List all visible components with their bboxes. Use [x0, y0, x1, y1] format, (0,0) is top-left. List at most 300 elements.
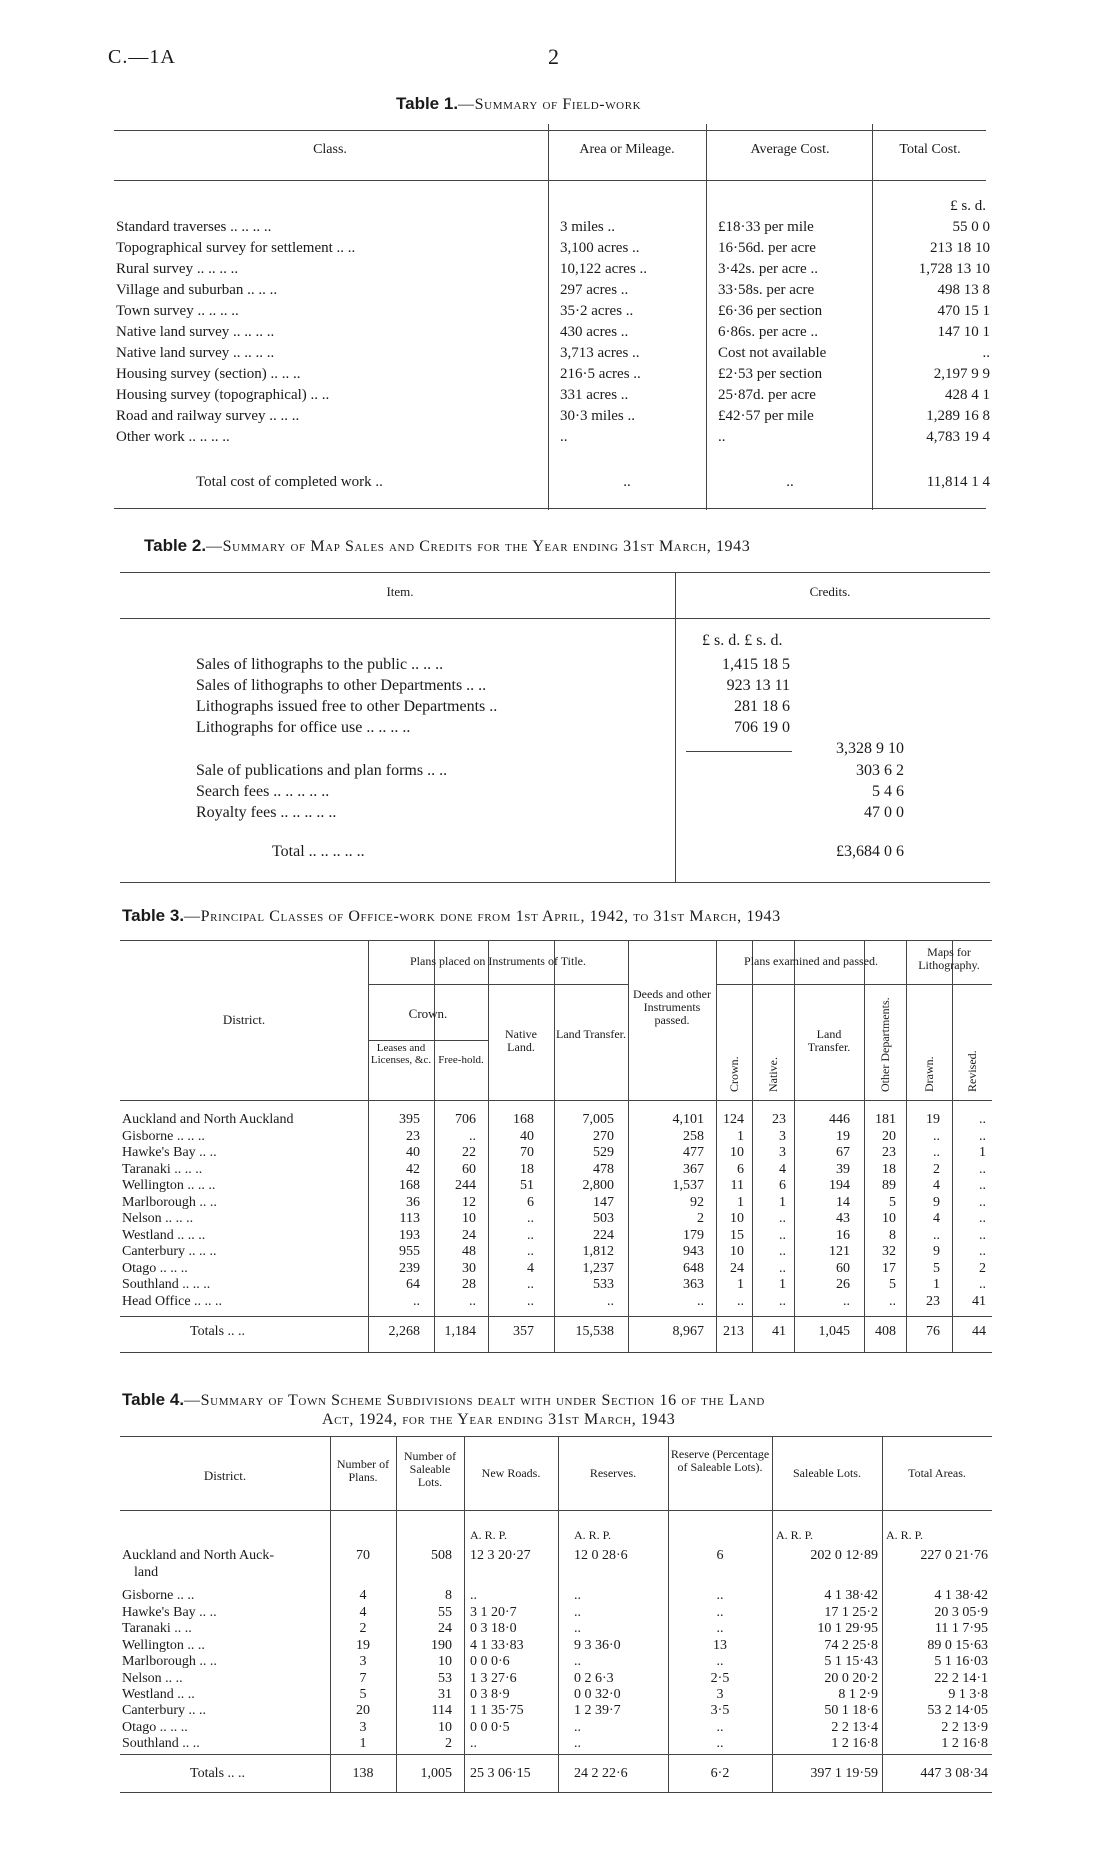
table2-row-item: Royalty fees .. .. .. .. ..: [196, 804, 337, 821]
table3-total-drawn: 76: [926, 1324, 940, 1339]
table1-row-total: 428 4 1: [945, 387, 990, 403]
table4-cell-roads: 1 3 27·6: [470, 1671, 517, 1686]
table3-cell-ex-land-transfer: 121: [829, 1244, 850, 1259]
table4-header-total-areas: Total Areas.: [908, 1466, 966, 1480]
table3-cell-deeds: 477: [683, 1145, 704, 1160]
table4-cell-lots: 8: [445, 1588, 452, 1603]
table1-row-average: 6·86s. per acre ..: [718, 324, 818, 340]
table2-total-label: Total .. .. .. .. ..: [272, 843, 365, 860]
table1-row-average: £18·33 per mile: [718, 219, 814, 235]
table4-cell-reserves: ..: [574, 1736, 581, 1751]
table4-cell-roads: 0 0 0·5: [470, 1720, 510, 1735]
table3-cell-drawn: 2: [933, 1162, 940, 1177]
table4-cell-saleable: 8 1 2·9: [838, 1687, 878, 1702]
table3-cell-ex-land-transfer: ..: [843, 1294, 850, 1309]
table1-row-area: 10,122 acres ..: [560, 261, 648, 277]
table3-number: Table 3.: [122, 906, 185, 925]
table1-caption: [396, 94, 641, 114]
table3-cell-leases: 23: [406, 1129, 420, 1144]
table3-cell-ex-native: ..: [779, 1211, 786, 1226]
table3-cell-ex-land-transfer: 19: [836, 1129, 850, 1144]
table3-cell-ex-land-transfer: 60: [836, 1261, 850, 1276]
table4-row-district: Marlborough .. ..: [122, 1654, 217, 1669]
table4-cell-total-areas: 5 1 16·03: [934, 1654, 988, 1669]
table3-cell-ex-other: 18: [882, 1162, 896, 1177]
table4-cell-lots: 2: [445, 1736, 452, 1751]
table4-totals-label: Totals .. ..: [190, 1766, 246, 1781]
table4-cell-roads: 3 1 20·7: [470, 1605, 517, 1620]
table3-cell-leases: 36: [406, 1195, 420, 1210]
table3-cell-freehold: 10: [462, 1211, 476, 1226]
table4-cell-roads: 0 3 8·9: [470, 1687, 510, 1702]
table4-cell-roads: 4 1 33·83: [470, 1638, 524, 1653]
table4-total-saleable: 397 1 19·59: [810, 1766, 878, 1781]
table2-caption: [144, 536, 750, 556]
table3-cell-freehold: 706: [455, 1112, 476, 1127]
table4-cell-total-areas: 227 0 21·76: [920, 1548, 988, 1563]
table1-row-average: 16·56d. per acre: [718, 240, 816, 256]
table3-total-native-land: 357: [513, 1324, 534, 1339]
table4-row-district: Wellington .. ..: [122, 1638, 205, 1653]
table4-cell-total-areas: 2 2 13·9: [941, 1720, 988, 1735]
column-rule: [464, 1436, 465, 1792]
table1-row-class: Village and suburban .. .. ..: [116, 282, 278, 298]
table3-cell-freehold: 244: [455, 1178, 476, 1193]
table2-header-rule: [120, 618, 990, 619]
table1-header-total: Total Cost.: [899, 142, 961, 157]
table3-header-examined-group: Plans examined and passed.: [744, 954, 878, 968]
table3-header-ex-land-transfer: Land Transfer.: [807, 1027, 851, 1054]
table3-cell-ex-native: ..: [779, 1244, 786, 1259]
table2-top-rule: [120, 572, 990, 573]
table3-cell-ex-crown: 15: [730, 1228, 744, 1243]
table1-header-area: Area or Mileage.: [579, 142, 675, 157]
table4-cell-reserve-pct: ..: [716, 1654, 724, 1669]
table4-totals-rule: [120, 1754, 992, 1755]
table3-cell-drawn: ..: [933, 1129, 940, 1144]
table4-top-rule: [120, 1436, 992, 1437]
table4-header-rule: [120, 1510, 992, 1511]
table2-row-subtotal: 5 4 6: [872, 783, 904, 800]
table4-row-district: Auckland and North Auck-: [122, 1548, 275, 1563]
table3-cell-ex-land-transfer: 14: [836, 1195, 850, 1210]
table4-cell-total-areas: 22 2 14·1: [934, 1671, 988, 1686]
table4-cell-lots: 55: [438, 1605, 452, 1620]
table3-cell-land-transfer: 2,800: [582, 1178, 614, 1193]
table3-row-district: Nelson .. .. ..: [122, 1211, 194, 1226]
table3-cell-land-transfer: 147: [593, 1195, 614, 1210]
table3-cell-ex-native: ..: [779, 1294, 786, 1309]
table3-header-rule: [120, 1100, 992, 1101]
table3-cell-drawn: 19: [926, 1112, 940, 1127]
table1-bottom-rule: [114, 508, 986, 509]
table3-cell-drawn: 9: [933, 1195, 940, 1210]
table1-header-average: Average Cost.: [750, 142, 830, 157]
table4-cell-plans: 4: [359, 1605, 367, 1620]
table3-cell-native-land: 70: [520, 1145, 534, 1160]
table4-unit-heading-reserves: A. R. P.: [574, 1528, 612, 1542]
table4-row-district: Taranaki .. ..: [122, 1621, 192, 1636]
table4-cell-reserves: 9 3 36·0: [574, 1638, 621, 1653]
table3-cell-native-land: 168: [513, 1112, 534, 1127]
table4-cell-saleable: 4 1 38·42: [824, 1588, 878, 1603]
table4-cell-reserve-pct: 13: [713, 1638, 727, 1653]
table1-row-average: £6·36 per section: [718, 303, 823, 319]
table4-cell-roads: ..: [470, 1588, 477, 1603]
table3-cell-land-transfer: 529: [593, 1145, 614, 1160]
table3-totals-label: Totals .. ..: [190, 1324, 246, 1339]
table4-cell-plans: 5: [359, 1687, 367, 1702]
table3-cell-revised: ..: [979, 1162, 986, 1177]
column-rule: [548, 124, 549, 510]
table2-row-credit: 281 18 6: [734, 698, 790, 715]
table4-cell-reserve-pct: ..: [716, 1605, 724, 1620]
table3-header-crown: Crown.: [408, 1006, 448, 1021]
table2-header-item: Item.: [386, 584, 414, 599]
table4-cell-lots: 10: [438, 1720, 452, 1735]
table3-cell-freehold: 28: [462, 1277, 476, 1292]
table3-cell-ex-crown: 1: [737, 1129, 744, 1144]
table3-cell-deeds: 179: [683, 1228, 704, 1243]
table3-totals-rule: [120, 1316, 992, 1317]
table4-cell-saleable: 2 2 13·4: [831, 1720, 878, 1735]
table4-total-areas: 447 3 08·34: [920, 1766, 988, 1781]
table3-header-revised: Revised.: [965, 1050, 979, 1092]
table4-cell-reserve-pct: 3: [716, 1687, 724, 1702]
table4-cell-saleable: 74 2 25·8: [824, 1638, 878, 1653]
table3-row-district: Auckland and North Auckland: [122, 1112, 294, 1127]
table1-row-total: 1,289 16 8: [926, 408, 990, 424]
table3-cell-ex-native: 6: [779, 1178, 786, 1193]
table3-cell-native-land: ..: [527, 1244, 534, 1259]
table4-cell-plans: 1: [359, 1736, 367, 1751]
table3-cell-native-land: 51: [520, 1178, 534, 1193]
table1-top-rule: [114, 130, 986, 131]
table3-cell-revised: 1: [979, 1145, 986, 1160]
table3-cell-ex-land-transfer: 43: [836, 1211, 850, 1226]
table4-cell-reserves: 12 0 28·6: [574, 1548, 628, 1563]
table3-cell-land-transfer: 1,812: [582, 1244, 614, 1259]
table4-row-district: Nelson .. ..: [122, 1671, 183, 1686]
table4-cell-total-areas: 20 3 05·9: [934, 1605, 988, 1620]
table3-cell-land-transfer: ..: [607, 1294, 614, 1309]
table3-row-district: Gisborne .. .. ..: [122, 1129, 205, 1144]
table3-cell-drawn: ..: [933, 1145, 940, 1160]
table1-row-total: ..: [982, 345, 990, 361]
table2-currency-heading: £ s. d. £ s. d.: [702, 632, 783, 649]
table4-total-roads: 25 3 06·15: [470, 1766, 531, 1781]
table4-cell-lots: 24: [438, 1621, 452, 1636]
table4-cell-total-areas: 9 1 3·8: [948, 1687, 988, 1702]
table3-cell-land-transfer: 270: [593, 1129, 614, 1144]
table2-row-item: Lithographs for office use .. .. .. ..: [196, 719, 411, 736]
table4-cell-roads: 12 3 20·27: [470, 1548, 531, 1563]
table1-total-value: 11,814 1 4: [926, 474, 990, 490]
table3-cell-freehold: ..: [469, 1294, 476, 1309]
table3-cell-revised: 2: [979, 1261, 986, 1276]
table3-cell-revised: ..: [979, 1178, 986, 1193]
table4-row-district: Westland .. ..: [122, 1687, 195, 1702]
table1-row-average: 3·42s. per acre ..: [718, 261, 818, 277]
table4-row-district-cont: land: [134, 1565, 159, 1580]
table3-row-district: Canterbury .. .. ..: [122, 1244, 217, 1259]
table4-row-district: Hawke's Bay .. ..: [122, 1605, 217, 1620]
table4-unit-heading-roads: A. R. P.: [470, 1528, 508, 1542]
table1-row-total: 498 13 8: [937, 282, 990, 298]
table3-cell-deeds: 4,101: [672, 1112, 704, 1127]
table4-cell-reserve-pct: ..: [716, 1588, 724, 1603]
table3-cell-ex-land-transfer: 39: [836, 1162, 850, 1177]
table3-cell-revised: ..: [979, 1129, 986, 1144]
table3-header-leases: Leases and Licenses, &c.: [370, 1042, 432, 1066]
page-number: 2: [548, 44, 559, 69]
table4-total-lots: 1,005: [420, 1766, 452, 1781]
table1-row-average: ..: [718, 429, 726, 445]
table3-cell-ex-native: ..: [779, 1261, 786, 1276]
table3-cell-ex-crown: 10: [730, 1211, 744, 1226]
table3-cell-ex-land-transfer: 67: [836, 1145, 850, 1160]
table1-row-area: 3,100 acres ..: [560, 240, 640, 256]
table3-cell-leases: 395: [399, 1112, 420, 1127]
table4-cell-saleable: 20 0 20·2: [824, 1671, 878, 1686]
table4-cell-plans: 2: [359, 1621, 367, 1636]
table4-row-district: Southland .. ..: [122, 1736, 200, 1751]
table4-cell-saleable: 10 1 29·95: [817, 1621, 878, 1636]
table1-row-total: 4,783 19 4: [926, 429, 990, 445]
table4-cell-lots: 114: [431, 1703, 452, 1718]
table3-cell-ex-other: 32: [882, 1244, 896, 1259]
table3-cell-ex-other: 181: [875, 1112, 896, 1127]
table4-cell-plans: 20: [356, 1703, 370, 1718]
table1-row-class: Topographical survey for settlement .. ..: [116, 240, 356, 256]
table3-total-ex-native: 41: [772, 1324, 786, 1339]
table4-cell-plans: 19: [356, 1638, 370, 1653]
table3-cell-drawn: 4: [933, 1178, 940, 1193]
table3-cell-native-land: 18: [520, 1162, 534, 1177]
table4-cell-total-areas: 4 1 38·42: [934, 1588, 988, 1603]
table3-row-district: Southland .. .. ..: [122, 1277, 211, 1292]
table4-cell-roads: 0 3 18·0: [470, 1621, 517, 1636]
table3-cell-deeds: 258: [683, 1129, 704, 1144]
table3-cell-ex-crown: 1: [737, 1277, 744, 1292]
table3-cell-ex-native: 1: [779, 1195, 786, 1210]
table4-cell-lots: 10: [438, 1654, 452, 1669]
table4-cell-reserve-pct: 2·5: [710, 1671, 730, 1686]
table3-total-freehold: 1,184: [444, 1324, 476, 1339]
table4-cell-reserve-pct: 6: [716, 1548, 724, 1563]
table3-bottom-rule: [120, 1352, 992, 1353]
table4-header-lots: Number of Saleable Lots.: [403, 1449, 457, 1489]
table3-header-ex-native: Native.: [766, 1057, 780, 1092]
table4-row-district: Canterbury .. ..: [122, 1703, 206, 1718]
table3-header-district: District.: [222, 1012, 266, 1027]
table3-cell-ex-land-transfer: 16: [836, 1228, 850, 1243]
table3-cell-ex-native: 3: [779, 1129, 786, 1144]
table3-cell-ex-other: 8: [889, 1228, 896, 1243]
table1-row-total: 147 10 1: [937, 324, 990, 340]
table2-row-subtotal: 303 6 2: [856, 762, 904, 779]
table3-row-district: Otago .. .. ..: [122, 1261, 188, 1276]
table2-row-credit: 923 13 11: [726, 677, 790, 694]
table3-row-district: Hawke's Bay .. ..: [122, 1145, 217, 1160]
table3-cell-ex-other: 23: [882, 1145, 896, 1160]
table3-cell-ex-crown: 6: [737, 1162, 744, 1177]
table3-total-leases: 2,268: [388, 1324, 420, 1339]
table3-row-district: Westland .. .. ..: [122, 1228, 206, 1243]
table1-row-class: Rural survey .. .. .. ..: [116, 261, 239, 277]
table3-cell-freehold: 30: [462, 1261, 476, 1276]
table3-cell-leases: 64: [406, 1277, 420, 1292]
table3-cell-ex-crown: 24: [730, 1261, 744, 1276]
table3-cell-leases: 955: [399, 1244, 420, 1259]
table3-cell-ex-land-transfer: 194: [829, 1178, 850, 1193]
column-rule: [706, 124, 707, 510]
table3-header-freehold: Free-hold.: [438, 1054, 484, 1066]
table4-cell-plans: 3: [359, 1720, 367, 1735]
table3-row-district: Marlborough .. ..: [122, 1195, 217, 1210]
table3-cell-native-land: ..: [527, 1294, 534, 1309]
table1-row-class: Native land survey .. .. .. ..: [116, 324, 275, 340]
table3-cell-native-land: 4: [527, 1261, 534, 1276]
table1-header-class: Class.: [313, 142, 347, 157]
table4-cell-lots: 53: [438, 1671, 452, 1686]
table3-cell-ex-other: 20: [882, 1129, 896, 1144]
column-rule: [668, 1436, 669, 1792]
table3-cell-ex-other: 17: [882, 1261, 896, 1276]
table4-header-roads: New Roads.: [481, 1466, 541, 1480]
table3-cell-deeds: 648: [683, 1261, 704, 1276]
table4-cell-saleable: 50 1 18·6: [824, 1703, 878, 1718]
table3-cell-ex-native: 23: [772, 1112, 786, 1127]
table3-cell-deeds: 367: [683, 1162, 704, 1177]
table3-cell-ex-native: 1: [779, 1277, 786, 1292]
table3-cell-land-transfer: 478: [593, 1162, 614, 1177]
table1-row-class: Road and railway survey .. .. ..: [116, 408, 300, 424]
table4-cell-reserves: ..: [574, 1621, 581, 1636]
table4-cell-total-areas: 11 1 7·95: [934, 1621, 988, 1636]
table3-cell-freehold: 22: [462, 1145, 476, 1160]
table3-header-ex-other: Other Departments.: [878, 997, 892, 1092]
table2-row-item: Search fees .. .. .. .. ..: [196, 783, 330, 800]
table1-row-average: 25·87d. per acre: [718, 387, 816, 403]
table3-cell-revised: ..: [979, 1244, 986, 1259]
table3-cell-leases: 239: [399, 1261, 420, 1276]
table4-cell-reserves: 1 2 39·7: [574, 1703, 621, 1718]
table3-cell-ex-crown: 10: [730, 1145, 744, 1160]
table1-number: Table 1.: [396, 94, 459, 113]
table4-cell-reserve-pct: ..: [716, 1736, 724, 1751]
table3-cell-ex-land-transfer: 26: [836, 1277, 850, 1292]
table3-cell-ex-crown: 10: [730, 1244, 744, 1259]
table3-cell-revised: ..: [979, 1195, 986, 1210]
table1-row-class: Housing survey (topographical) .. ..: [116, 387, 330, 403]
table3-cell-ex-crown: 1: [737, 1195, 744, 1210]
table3-cell-native-land: ..: [527, 1228, 534, 1243]
table4-cell-lots: 508: [431, 1548, 452, 1563]
table3-cell-ex-crown: ..: [737, 1294, 744, 1309]
table4-cell-saleable: 1 2 16·8: [831, 1736, 878, 1751]
table3-cell-native-land: 40: [520, 1129, 534, 1144]
table4-total-plans: 138: [352, 1766, 374, 1781]
table3-header-land-transfer: Land Transfer.: [556, 1027, 626, 1041]
table1-row-total: 470 15 1: [937, 303, 990, 319]
table1-total-avg: ..: [786, 474, 794, 490]
table4-cell-roads: 1 1 35·75: [470, 1703, 524, 1718]
table4-header-reserves: Reserves.: [589, 1466, 637, 1480]
table1-row-area: 331 acres ..: [560, 387, 629, 403]
table3-cell-drawn: 4: [933, 1211, 940, 1226]
table2-total-value: £3,684 0 6: [836, 843, 904, 860]
table1-row-average: 33·58s. per acre: [718, 282, 815, 298]
table3-cell-leases: 113: [399, 1211, 420, 1226]
table4-cell-total-areas: 89 0 15·63: [927, 1638, 988, 1653]
table2-row-item: Lithographs issued free to other Departments ..: [196, 698, 498, 715]
table1-row-class: Native land survey .. .. .. ..: [116, 345, 275, 361]
table4-cell-plans: 7: [359, 1671, 367, 1686]
table2-title: —Summary of Map Sales and Credits for the Year ending 31st March, 1943: [206, 538, 751, 555]
table3-cell-land-transfer: 7,005: [582, 1112, 614, 1127]
table1-row-average: Cost not available: [718, 345, 827, 361]
table4-cell-reserve-pct: 3·5: [710, 1703, 730, 1718]
table4-cell-reserves: ..: [574, 1605, 581, 1620]
table4-header-plans: Number of Plans.: [336, 1457, 390, 1484]
table3-cell-drawn: ..: [933, 1228, 940, 1243]
table1-title: —Summary of Field-work: [458, 96, 642, 113]
table4-cell-roads: ..: [470, 1736, 477, 1751]
table1-row-area: ..: [560, 429, 568, 445]
table4-row-district: Gisborne .. ..: [122, 1588, 195, 1603]
table4-cell-reserves: ..: [574, 1588, 581, 1603]
table4-header-district: District.: [203, 1468, 247, 1483]
table4-cell-reserves: ..: [574, 1654, 581, 1669]
table4-cell-saleable: 202 0 12·89: [810, 1548, 878, 1563]
table3-cell-ex-other: 10: [882, 1211, 896, 1226]
table1-header-rule: [114, 180, 986, 181]
table1-row-area: 430 acres ..: [560, 324, 629, 340]
table3-cell-leases: 40: [406, 1145, 420, 1160]
table2-row-subtotal: 3,328 9 10: [836, 740, 904, 757]
table3-header-drawn: Drawn.: [922, 1056, 936, 1092]
table-rule: [716, 984, 906, 985]
table4-total-reserves: 24 2 22·6: [574, 1766, 628, 1781]
table4-cell-reserves: 0 2 6·3: [574, 1671, 614, 1686]
table3-cell-drawn: 5: [933, 1261, 940, 1276]
table3-cell-freehold: ..: [469, 1129, 476, 1144]
column-rule: [558, 1436, 559, 1792]
table4-cell-roads: 0 0 0·6: [470, 1654, 510, 1669]
table3-cell-ex-crown: 11: [730, 1178, 744, 1193]
table4-caption-line2: [322, 1411, 675, 1429]
table3-cell-deeds: 92: [690, 1195, 704, 1210]
table3-total-deeds: 8,967: [672, 1324, 704, 1339]
table3-cell-leases: ..: [413, 1294, 420, 1309]
table3-cell-ex-other: 5: [889, 1277, 896, 1292]
table4-cell-saleable: 5 1 15·43: [824, 1654, 878, 1669]
table3-cell-native-land: ..: [527, 1277, 534, 1292]
table3-cell-ex-other: 5: [889, 1195, 896, 1210]
table3-cell-ex-land-transfer: 446: [829, 1112, 850, 1127]
table3-header-ex-crown: Crown.: [727, 1056, 741, 1092]
table4-caption: [122, 1390, 765, 1410]
table3-cell-ex-native: 4: [779, 1162, 786, 1177]
table4-cell-reserves: ..: [574, 1720, 581, 1735]
table-rule: [368, 984, 628, 985]
table3-cell-leases: 42: [406, 1162, 420, 1177]
table2-row-item: Sales of lithographs to other Departments .. ..: [196, 677, 487, 694]
table4-cell-plans: 3: [359, 1654, 367, 1669]
table1-total-area: ..: [623, 474, 631, 490]
table1-row-area: 35·2 acres ..: [560, 303, 634, 319]
